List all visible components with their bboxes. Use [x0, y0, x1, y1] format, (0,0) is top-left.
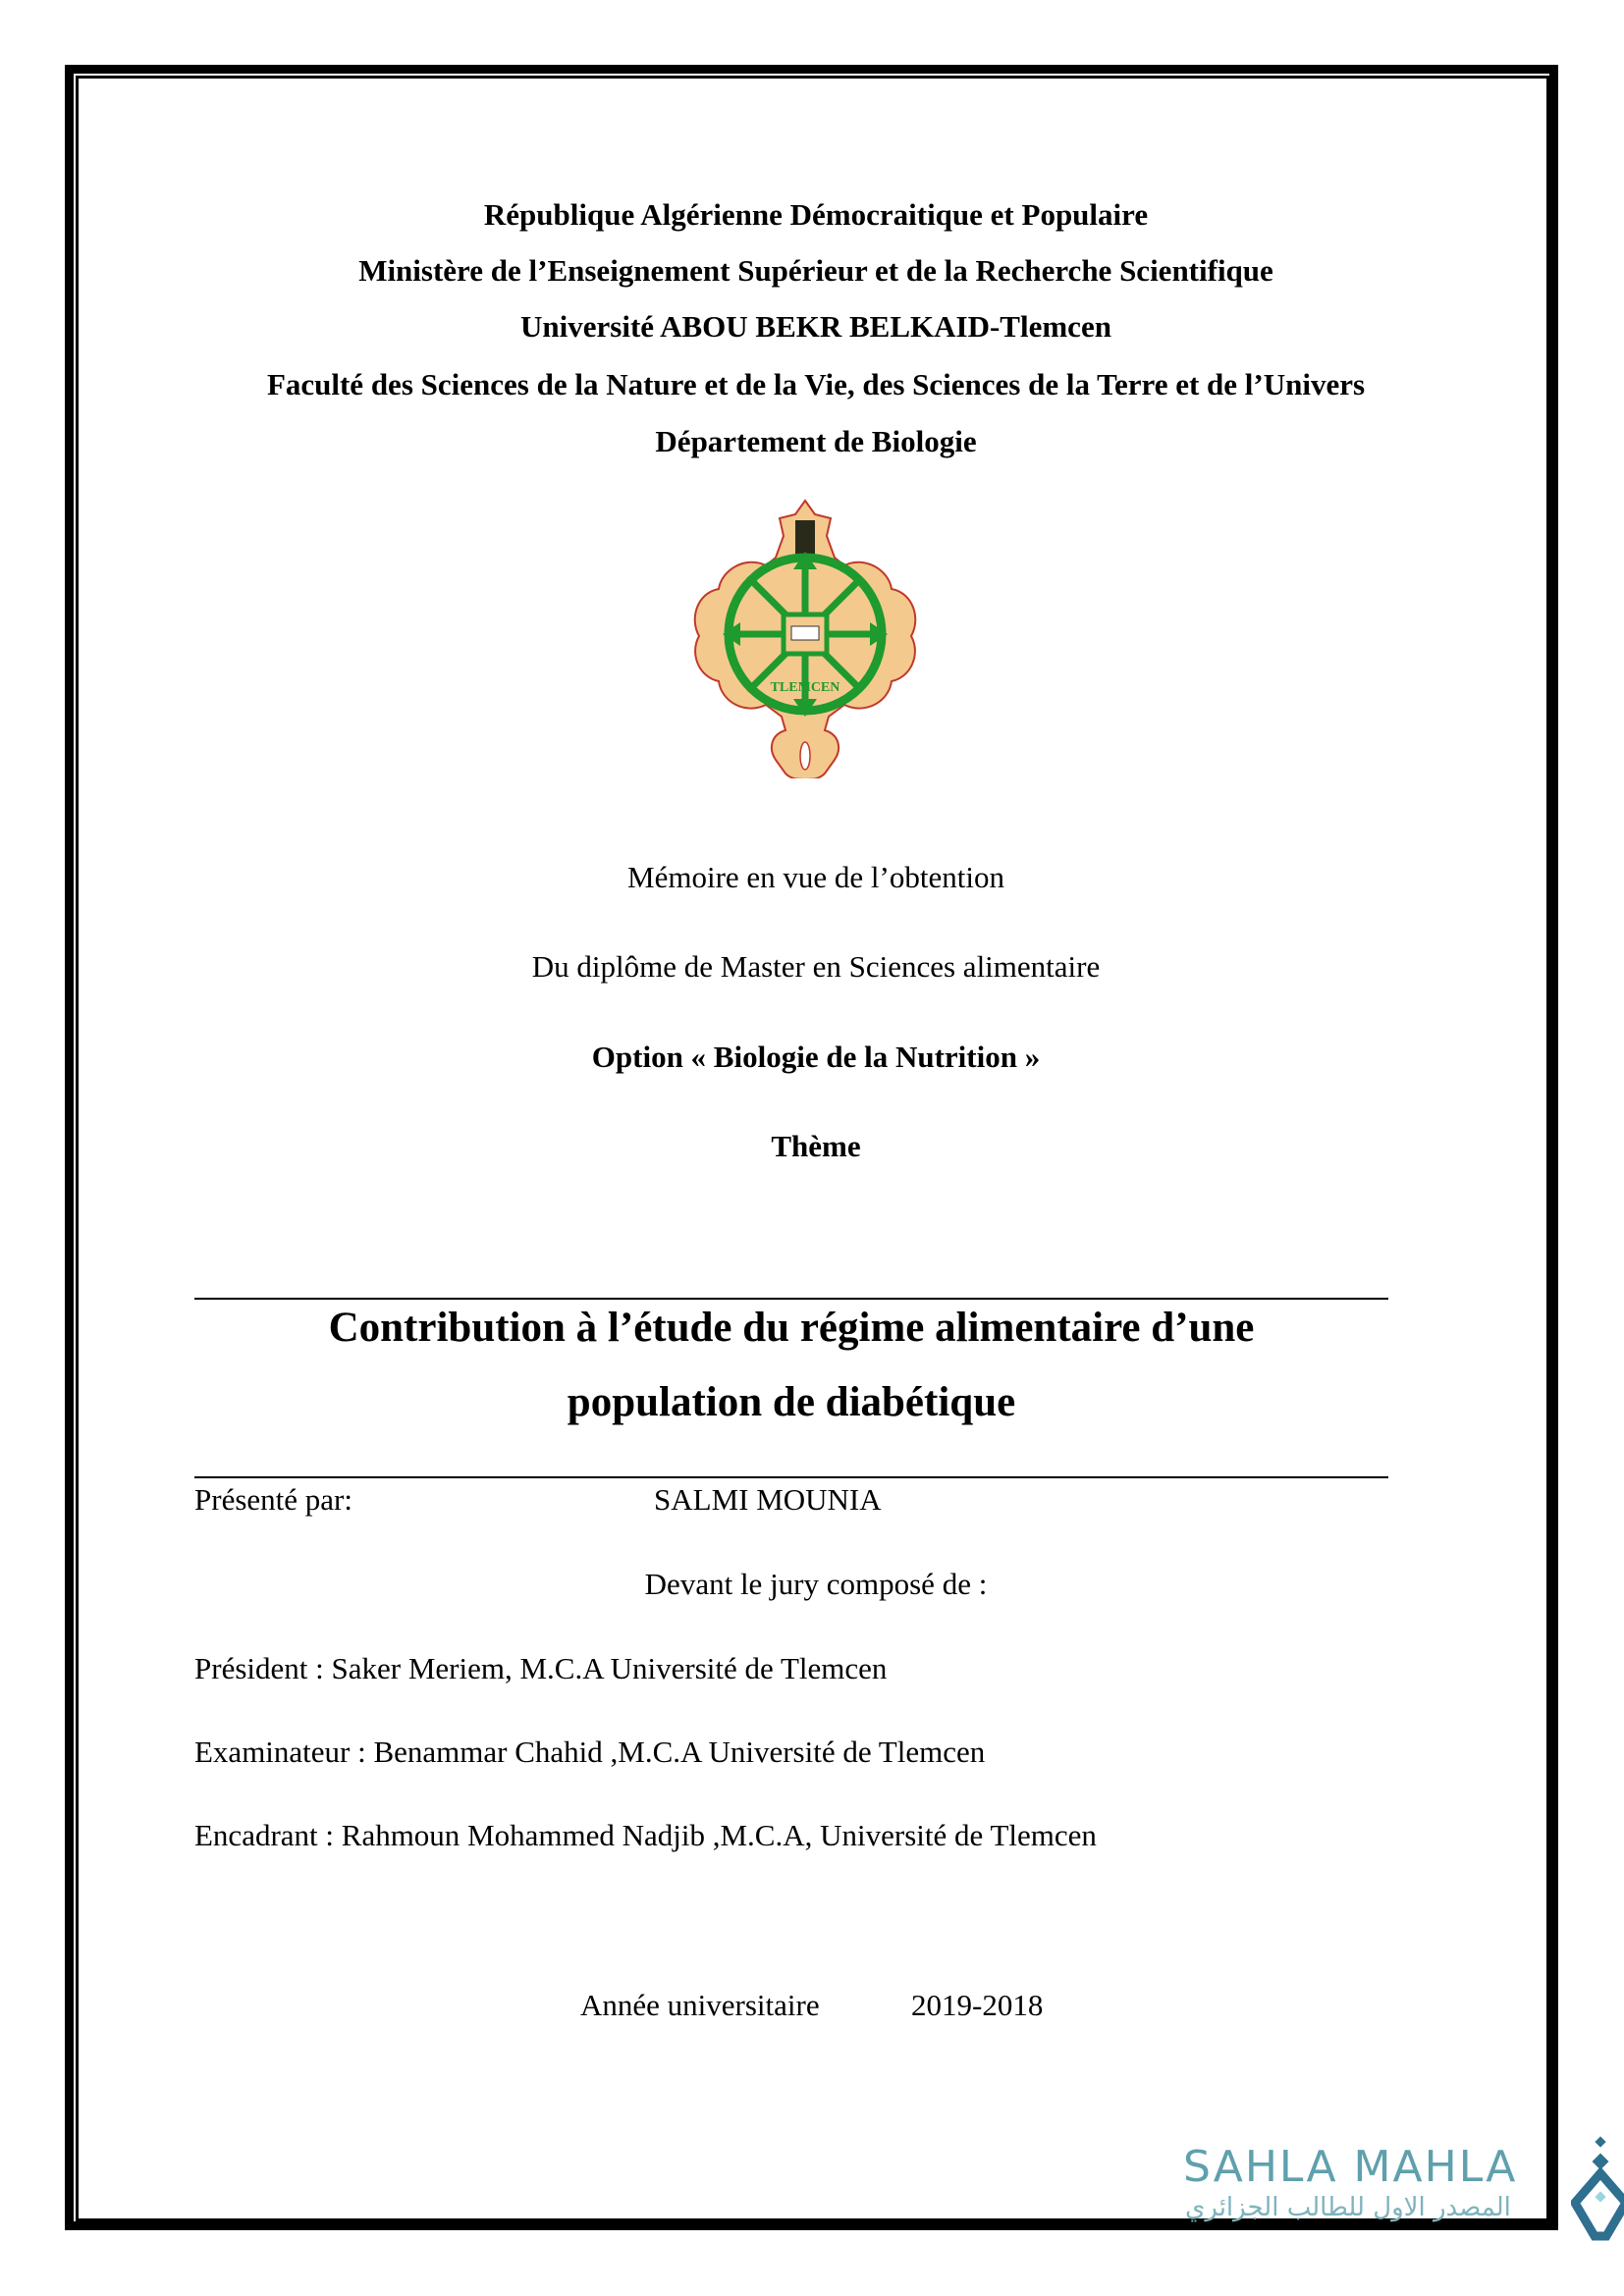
memoire-text: Mémoire en vue de l’obtention	[627, 860, 1004, 894]
thesis-title-line1: Contribution à l’étude du régime alimentaire d’une	[328, 1305, 1255, 1351]
thesis-title-line2: population de diabétique	[567, 1379, 1016, 1425]
jury-examiner: Examinateur : Benammar Chahid ,M.C.A Université de Tlemcen	[194, 1735, 986, 1769]
header-university: Université ABOU BEKR BELKAID-Tlemcen	[520, 309, 1111, 344]
academic-year-value: 2019-2018	[911, 1988, 1044, 2022]
presented-by-name: SALMI MOUNIA	[654, 1482, 882, 1517]
watermark-tagline: المصدر الاول للطالب الجزائري	[1185, 2193, 1511, 2222]
university-logo	[687, 499, 923, 778]
presented-by-label: Présenté par:	[194, 1482, 352, 1517]
title-rule-top	[194, 1298, 1388, 1300]
jury-president: Président : Saker Meriem, M.C.A Université de Tlemcen	[194, 1651, 888, 1685]
header-republic: République Algérienne Démocraitique et Populaire	[483, 197, 1149, 232]
theme-label: Thème	[771, 1129, 861, 1163]
academic-year-label: Année universitaire	[580, 1988, 820, 2022]
sahla-mahla-watermark	[1183, 2140, 1624, 2248]
header-faculty: Faculté des Sciences de la Nature et de la Vie, des Sciences de la Terre et de l’Univers	[266, 367, 1366, 401]
diploma-text: Du diplôme de Master en Sciences alimentaire	[531, 949, 1101, 984]
jury-supervisor: Encadrant : Rahmoun Mohammed Nadjib ,M.C.A, Université de Tlemcen	[194, 1818, 1097, 1852]
watermark-emblem-icon	[1571, 2134, 1624, 2252]
logo-text: TLEMCEN	[770, 680, 840, 695]
header-ministry: Ministère de l’Enseignement Supérieur et de la Recherche Scientifique	[358, 253, 1273, 288]
option-text: Option « Biologie de la Nutrition »	[591, 1040, 1041, 1074]
watermark-brand: SAHLA MAHLA	[1183, 2142, 1518, 2192]
jury-intro: Devant le jury composé de :	[644, 1567, 988, 1601]
header-department: Département de Biologie	[655, 424, 977, 458]
title-rule-bottom	[194, 1476, 1388, 1478]
